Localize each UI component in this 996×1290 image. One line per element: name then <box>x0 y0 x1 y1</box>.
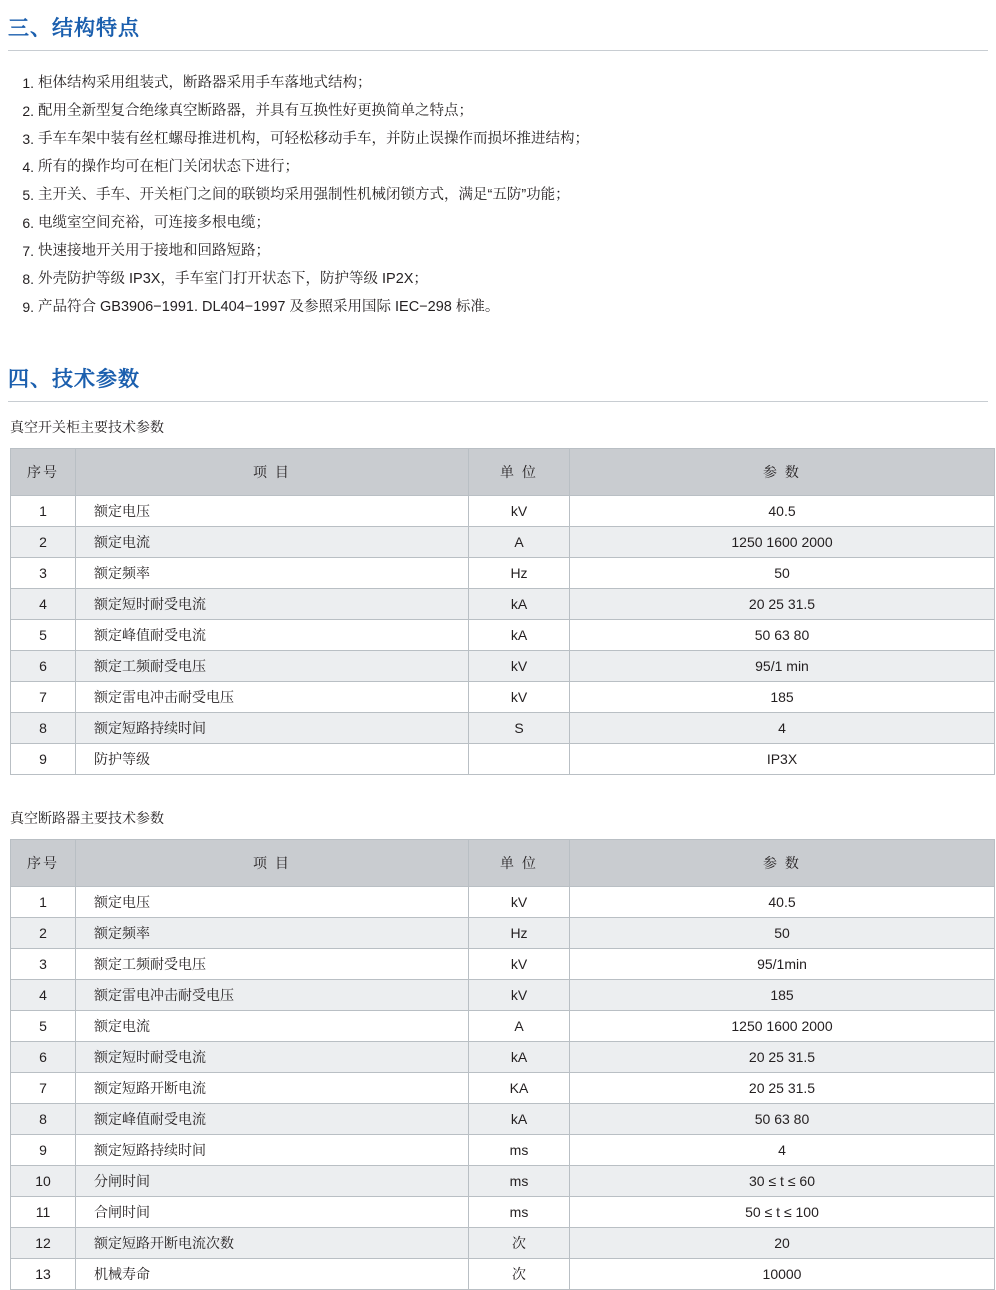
cell-value: 40.5 <box>570 887 995 918</box>
table-row <box>11 949 995 980</box>
cell-unit <box>469 744 570 775</box>
cell-no: 3 <box>11 558 76 589</box>
list-item-number: 3. <box>22 131 34 147</box>
list-item <box>8 293 988 321</box>
table-body <box>11 496 995 775</box>
table-header <box>11 840 995 887</box>
list-item-number: 9. <box>22 299 34 315</box>
cell-no: 7 <box>11 682 76 713</box>
list-item <box>8 209 988 237</box>
cell-value: 95/1 min <box>570 651 995 682</box>
cell-value: 20 <box>570 1228 995 1259</box>
list-item-text: 配用全新型复合绝缘真空断路器，并具有互换性好更换简单之特点； <box>38 103 473 119</box>
cell-value: 1250 1600 2000 <box>570 527 995 558</box>
list-item <box>8 237 988 265</box>
cell-unit: kV <box>469 496 570 527</box>
cell-unit: kV <box>469 682 570 713</box>
cell-unit: 次 <box>469 1259 570 1290</box>
cell-unit: kV <box>469 887 570 918</box>
cell-unit: Hz <box>469 918 570 949</box>
list-item-text: 电缆室空间充裕，可连接多根电缆； <box>38 215 270 231</box>
cell-unit: A <box>469 527 570 558</box>
cell-value: 20 25 31.5 <box>570 589 995 620</box>
cell-unit: kV <box>469 651 570 682</box>
cell-item: 额定短时耐受电流 <box>76 589 469 620</box>
table-row <box>11 558 995 589</box>
cell-value: 185 <box>570 980 995 1011</box>
table-row <box>11 918 995 949</box>
table-row <box>11 1197 995 1228</box>
list-item-number: 6. <box>22 215 34 231</box>
list-item-number: 1. <box>22 75 34 91</box>
table-row <box>11 1135 995 1166</box>
section-heading-structure: 三、结构特点 <box>8 17 140 40</box>
list-item <box>8 125 988 153</box>
cell-no: 4 <box>11 980 76 1011</box>
table-row <box>11 527 995 558</box>
cell-value: 1250 1600 2000 <box>570 1011 995 1042</box>
table-row <box>11 887 995 918</box>
cell-value: 20 25 31.5 <box>570 1042 995 1073</box>
cell-value: 50 <box>570 918 995 949</box>
cell-item: 合闸时间 <box>76 1197 469 1228</box>
table-row <box>11 589 995 620</box>
cell-unit: KA <box>469 1073 570 1104</box>
section-heading-parameters: 四、技术参数 <box>8 368 140 391</box>
cell-no: 1 <box>11 496 76 527</box>
cell-no: 9 <box>11 744 76 775</box>
cell-no: 6 <box>11 1042 76 1073</box>
cell-value: 185 <box>570 682 995 713</box>
list-item-number: 4. <box>22 159 34 175</box>
table-row <box>11 620 995 651</box>
table-row <box>11 980 995 1011</box>
cell-item: 额定电压 <box>76 887 469 918</box>
cell-value: 95/1min <box>570 949 995 980</box>
list-item-number: 5. <box>22 187 34 203</box>
section-spacer <box>8 321 988 359</box>
table-row <box>11 1104 995 1135</box>
list-item-number: 8. <box>22 271 34 287</box>
table-row <box>11 744 995 775</box>
cell-value: 20 25 31.5 <box>570 1073 995 1104</box>
cell-no: 10 <box>11 1166 76 1197</box>
list-item-text: 快速接地开关用于接地和回路短路； <box>38 243 270 259</box>
cell-item: 额定短时耐受电流 <box>76 1042 469 1073</box>
column-header-value: 参 数 <box>570 840 995 887</box>
heading-divider <box>8 50 988 51</box>
cell-item: 额定峰值耐受电流 <box>76 620 469 651</box>
switchgear-spec-table <box>10 448 995 775</box>
cell-value: 50 63 80 <box>570 1104 995 1135</box>
list-item-number: 2. <box>22 103 34 119</box>
cell-item: 分闸时间 <box>76 1166 469 1197</box>
cell-unit: 次 <box>469 1228 570 1259</box>
cell-unit: kA <box>469 620 570 651</box>
table-row <box>11 713 995 744</box>
cell-no: 5 <box>11 620 76 651</box>
cell-item: 额定工频耐受电压 <box>76 949 469 980</box>
list-item-text: 主开关、手车、开关柜门之间的联锁均采用强制性机械闭锁方式，满足“五防”功能； <box>38 187 570 203</box>
cell-unit: ms <box>469 1166 570 1197</box>
cell-unit: kA <box>469 1042 570 1073</box>
cell-item: 额定频率 <box>76 918 469 949</box>
cell-unit: kV <box>469 980 570 1011</box>
table-row <box>11 651 995 682</box>
cell-item: 额定电流 <box>76 527 469 558</box>
cell-no: 11 <box>11 1197 76 1228</box>
cell-unit: kV <box>469 949 570 980</box>
cell-unit: kA <box>469 1104 570 1135</box>
cell-item: 额定短路持续时间 <box>76 1135 469 1166</box>
cell-item: 额定电压 <box>76 496 469 527</box>
cell-no: 3 <box>11 949 76 980</box>
table-row <box>11 1011 995 1042</box>
cell-value: 10000 <box>570 1259 995 1290</box>
table-header <box>11 449 995 496</box>
cell-value: 50 ≤ t ≤ 100 <box>570 1197 995 1228</box>
cell-item: 额定短路开断电流次数 <box>76 1228 469 1259</box>
list-item-text: 外壳防护等级 IP3X，手车室门打开状态下，防护等级 IP2X； <box>38 271 428 287</box>
column-header-unit: 单 位 <box>469 840 570 887</box>
table-row <box>11 1042 995 1073</box>
list-item <box>8 153 988 181</box>
table-header-row <box>11 449 995 496</box>
cell-item: 额定频率 <box>76 558 469 589</box>
list-item <box>8 181 988 209</box>
list-item-text: 所有的操作均可在柜门关闭状态下进行； <box>38 159 299 175</box>
cell-value: 30 ≤ t ≤ 60 <box>570 1166 995 1197</box>
table-body <box>11 887 995 1290</box>
cell-item: 额定电流 <box>76 1011 469 1042</box>
table-header-row <box>11 840 995 887</box>
cell-value: 50 63 80 <box>570 620 995 651</box>
cell-item: 防护等级 <box>76 744 469 775</box>
cell-no: 2 <box>11 527 76 558</box>
cell-unit: ms <box>469 1135 570 1166</box>
list-item-text: 手车车架中装有丝杠螺母推进机构，可轻松移动手车，并防止误操作而损坏推进结构； <box>38 131 589 147</box>
list-item-text: 柜体结构采用组装式，断路器采用手车落地式结构； <box>38 75 372 91</box>
cell-no: 13 <box>11 1259 76 1290</box>
column-header-no: 序号 <box>11 449 76 496</box>
breaker-spec-table <box>10 839 995 1290</box>
table-row <box>11 1166 995 1197</box>
column-header-item: 项 目 <box>76 449 469 496</box>
cell-unit: Hz <box>469 558 570 589</box>
cell-item: 额定峰值耐受电流 <box>76 1104 469 1135</box>
cell-unit: ms <box>469 1197 570 1228</box>
table-caption-breaker: 真空断路器主要技术参数 <box>10 810 164 826</box>
column-header-value: 参 数 <box>570 449 995 496</box>
cell-item: 额定短路持续时间 <box>76 713 469 744</box>
cell-no: 4 <box>11 589 76 620</box>
list-item <box>8 69 988 97</box>
cell-item: 额定雷电冲击耐受电压 <box>76 980 469 1011</box>
cell-no: 8 <box>11 1104 76 1135</box>
table-row <box>11 496 995 527</box>
cell-no: 2 <box>11 918 76 949</box>
cell-unit: S <box>469 713 570 744</box>
column-header-unit: 单 位 <box>469 449 570 496</box>
list-item-number: 7. <box>22 243 34 259</box>
cell-value: 50 <box>570 558 995 589</box>
table-row <box>11 682 995 713</box>
table-caption-switchgear: 真空开关柜主要技术参数 <box>10 419 164 435</box>
table-row <box>11 1228 995 1259</box>
list-item <box>8 97 988 125</box>
cell-no: 7 <box>11 1073 76 1104</box>
list-item-text: 产品符合 GB3906−1991. DL404−1997 及参照采用国际 IEC−298 标准。 <box>38 299 500 315</box>
cell-unit: kA <box>469 589 570 620</box>
cell-no: 1 <box>11 887 76 918</box>
list-item <box>8 265 988 293</box>
cell-no: 12 <box>11 1228 76 1259</box>
table-row <box>11 1073 995 1104</box>
cell-no: 5 <box>11 1011 76 1042</box>
cell-no: 8 <box>11 713 76 744</box>
table-spacer <box>8 775 988 793</box>
table-row <box>11 1259 995 1290</box>
cell-value: 4 <box>570 1135 995 1166</box>
heading-divider <box>8 401 988 402</box>
cell-item: 额定工频耐受电压 <box>76 651 469 682</box>
cell-unit: A <box>469 1011 570 1042</box>
cell-value: IP3X <box>570 744 995 775</box>
cell-no: 6 <box>11 651 76 682</box>
column-header-item: 项 目 <box>76 840 469 887</box>
structure-feature-list <box>8 69 988 321</box>
cell-item: 机械寿命 <box>76 1259 469 1290</box>
cell-item: 额定雷电冲击耐受电压 <box>76 682 469 713</box>
cell-value: 4 <box>570 713 995 744</box>
cell-item: 额定短路开断电流 <box>76 1073 469 1104</box>
cell-no: 9 <box>11 1135 76 1166</box>
cell-value: 40.5 <box>570 496 995 527</box>
column-header-no: 序号 <box>11 840 76 887</box>
